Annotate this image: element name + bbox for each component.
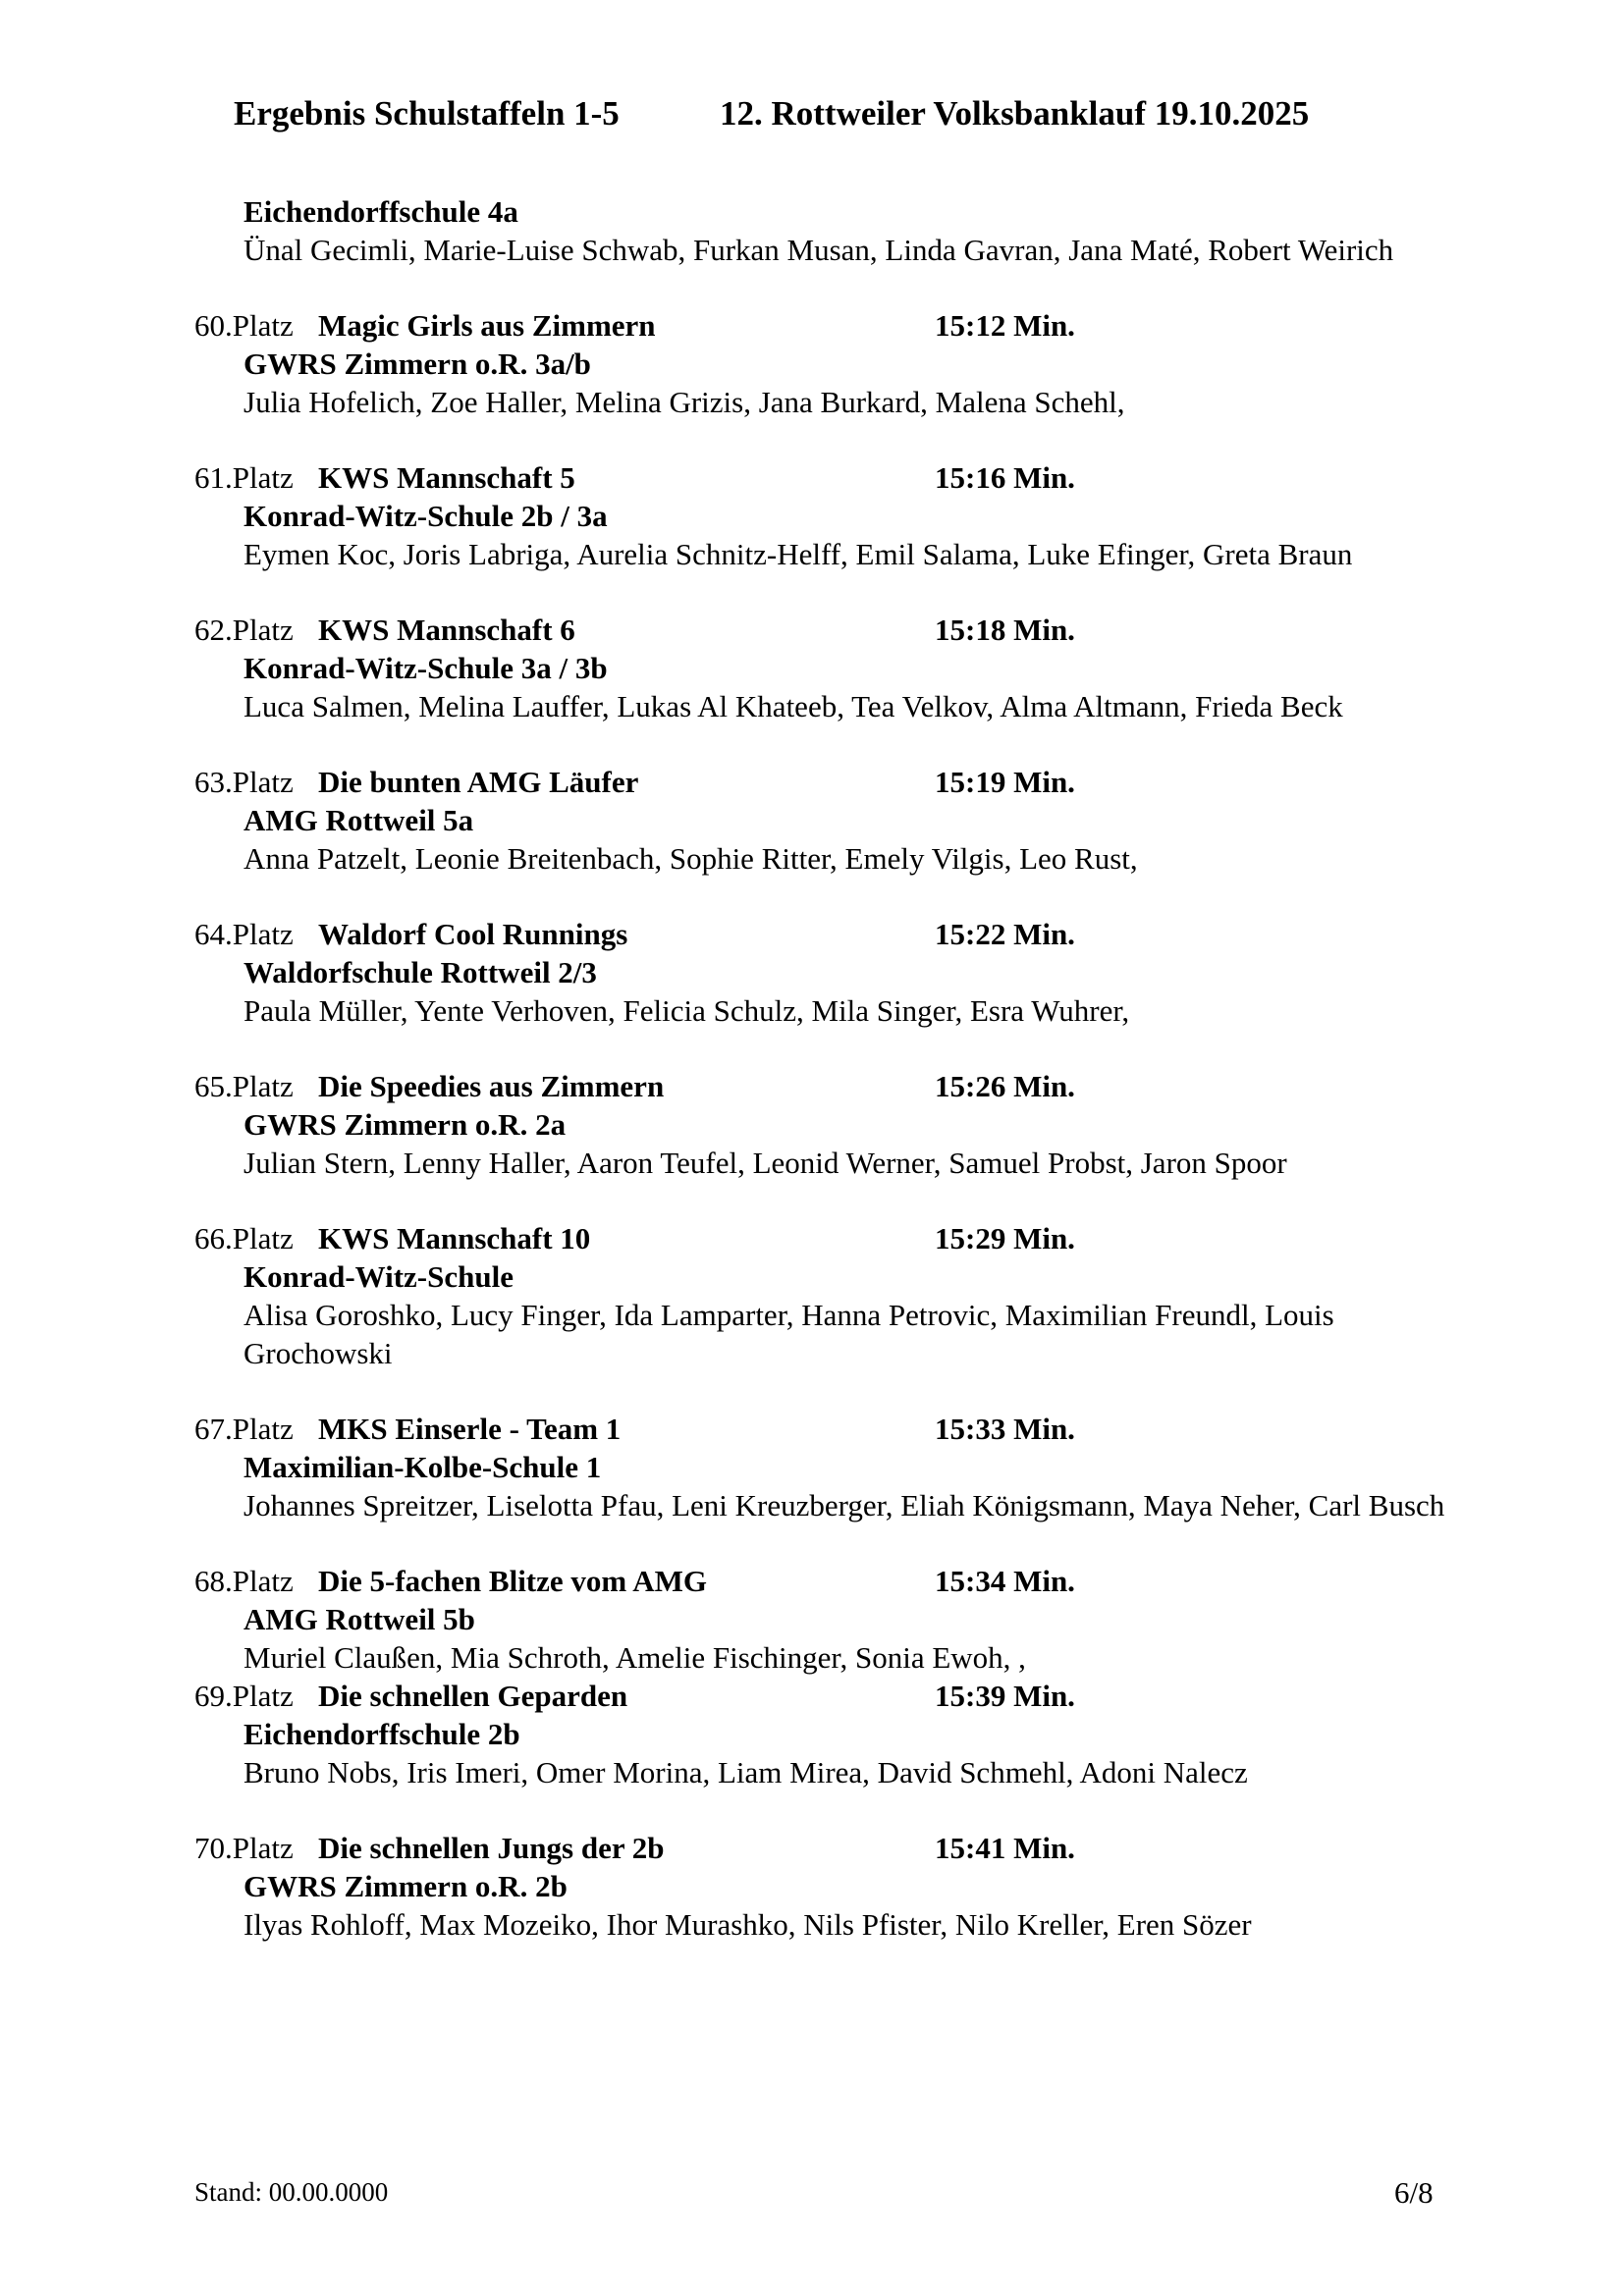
finish-time: 15:41 Min.	[935, 1831, 1075, 1865]
finish-time: 15:18 Min.	[935, 613, 1075, 647]
place-label: 62.Platz	[194, 613, 294, 647]
school-name: GWRS Zimmern o.R. 3a/b	[244, 347, 591, 381]
result-entry	[0, 915, 1624, 1030]
school-name: Konrad-Witz-Schule	[244, 1259, 514, 1294]
finish-time: 15:29 Min.	[935, 1221, 1075, 1255]
result-entry	[0, 763, 1624, 878]
place-line	[0, 1562, 1624, 1600]
team-name: MKS Einserle - Team 1	[318, 1412, 622, 1446]
stand-date: Stand: 00.00.0000	[194, 2177, 389, 2207]
place-line	[0, 611, 1624, 649]
team-members: Luca Salmen, Melina Lauffer, Lukas Al Khateeb, Tea Velkov, Alma Altmann, Frieda Beck	[244, 689, 1343, 723]
school-name: Eichendorffschule 2b	[244, 1717, 520, 1751]
continued-entry	[0, 192, 1624, 269]
place-line	[0, 1829, 1624, 1867]
finish-time: 15:34 Min.	[935, 1564, 1075, 1598]
event-title: 12. Rottweiler Volksbanklauf 19.10.2025	[720, 94, 1310, 133]
place-label: 70.Platz	[194, 1831, 294, 1865]
team-members: Muriel Claußen, Mia Schroth, Amelie Fischinger, Sonia Ewoh, ,	[244, 1640, 1026, 1675]
results-list	[0, 192, 1624, 1981]
team-name: Die bunten AMG Läufer	[318, 765, 639, 799]
result-entry	[0, 1067, 1624, 1182]
team-name: Die 5-fachen Blitze vom AMG	[318, 1564, 708, 1598]
place-label: 64.Platz	[194, 917, 294, 951]
place-line	[0, 1677, 1624, 1715]
finish-time: 15:12 Min.	[935, 308, 1075, 343]
team-name: KWS Mannschaft 5	[318, 460, 575, 495]
place-label: 60.Platz	[194, 308, 294, 343]
team-name: Magic Girls aus Zimmern	[318, 308, 656, 343]
team-members: Alisa Goroshko, Lucy Finger, Ida Lamparter, Hanna Petrovic, Maximilian Freundl, Louis Grochowski	[244, 1298, 1334, 1370]
school-name: Waldorfschule Rottweil 2/3	[244, 955, 597, 989]
place-label: 66.Platz	[194, 1221, 294, 1255]
result-entry	[0, 458, 1624, 573]
team-members: Ilyas Rohloff, Max Mozeiko, Ihor Murashko, Nils Pfister, Nilo Kreller, Eren Sözer	[244, 1907, 1252, 1942]
result-entry	[0, 611, 1624, 725]
result-entry	[0, 1829, 1624, 1944]
team-name: KWS Mannschaft 10	[318, 1221, 591, 1255]
result-entry	[0, 1562, 1624, 1677]
place-label: 65.Platz	[194, 1069, 294, 1103]
team-members: Paula Müller, Yente Verhoven, Felicia Schulz, Mila Singer, Esra Wuhrer,	[244, 993, 1130, 1028]
result-entry	[0, 1410, 1624, 1524]
team-name: Die schnellen Jungs der 2b	[318, 1831, 665, 1865]
school-name: GWRS Zimmern o.R. 2a	[244, 1107, 567, 1142]
finish-time: 15:16 Min.	[935, 460, 1075, 495]
place-label: 63.Platz	[194, 765, 294, 799]
school-name: GWRS Zimmern o.R. 2b	[244, 1869, 568, 1903]
team-members: Johannes Spreitzer, Liselotta Pfau, Leni Kreuzberger, Eliah Königsmann, Maya Neher, Carl Busch	[244, 1488, 1445, 1522]
finish-time: 15:39 Min.	[935, 1679, 1075, 1713]
finish-time: 15:26 Min.	[935, 1069, 1075, 1103]
place-label: 69.Platz	[194, 1679, 294, 1713]
place-line	[0, 1410, 1624, 1448]
school-name: Eichendorffschule 4a	[244, 194, 518, 229]
school-name: AMG Rottweil 5b	[244, 1602, 475, 1636]
team-members: Bruno Nobs, Iris Imeri, Omer Morina, Liam Mirea, David Schmehl, Adoni Nalecz	[244, 1755, 1248, 1789]
results-title: Ergebnis Schulstaffeln 1-5	[234, 94, 620, 133]
result-entry	[0, 1677, 1624, 1791]
school-name: Konrad-Witz-Schule 2b / 3a	[244, 499, 608, 533]
place-line	[0, 306, 1624, 345]
page-number: 6/8	[1394, 2175, 1434, 2210]
place-line	[0, 1067, 1624, 1105]
place-line	[0, 1219, 1624, 1257]
place-label: 61.Platz	[194, 460, 294, 495]
finish-time: 15:33 Min.	[935, 1412, 1075, 1446]
team-members: Eymen Koc, Joris Labriga, Aurelia Schnitz-Helff, Emil Salama, Luke Efinger, Greta Braun	[244, 537, 1353, 571]
result-entry	[0, 1219, 1624, 1372]
team-members: Ünal Gecimli, Marie-Luise Schwab, Furkan Musan, Linda Gavran, Jana Maté, Robert Weirich	[244, 233, 1394, 267]
place-label: 67.Platz	[194, 1412, 294, 1446]
team-members: Anna Patzelt, Leonie Breitenbach, Sophie Ritter, Emely Vilgis, Leo Rust,	[244, 841, 1138, 876]
school-name: Maximilian-Kolbe-Schule 1	[244, 1450, 602, 1484]
team-members: Julia Hofelich, Zoe Haller, Melina Grizis, Jana Burkard, Malena Schehl,	[244, 385, 1125, 419]
finish-time: 15:22 Min.	[935, 917, 1075, 951]
school-name: Konrad-Witz-Schule 3a / 3b	[244, 651, 608, 685]
place-label: 68.Platz	[194, 1564, 294, 1598]
team-name: KWS Mannschaft 6	[318, 613, 575, 647]
school-name: AMG Rottweil 5a	[244, 803, 474, 837]
finish-time: 15:19 Min.	[935, 765, 1075, 799]
team-name: Die schnellen Geparden	[318, 1679, 628, 1713]
place-line	[0, 458, 1624, 497]
place-line	[0, 763, 1624, 801]
place-line	[0, 915, 1624, 953]
result-entry	[0, 306, 1624, 421]
team-name: Waldorf Cool Runnings	[318, 917, 628, 951]
team-members: Julian Stern, Lenny Haller, Aaron Teufel, Leonid Werner, Samuel Probst, Jaron Spoor	[244, 1146, 1287, 1180]
team-name: Die Speedies aus Zimmern	[318, 1069, 665, 1103]
